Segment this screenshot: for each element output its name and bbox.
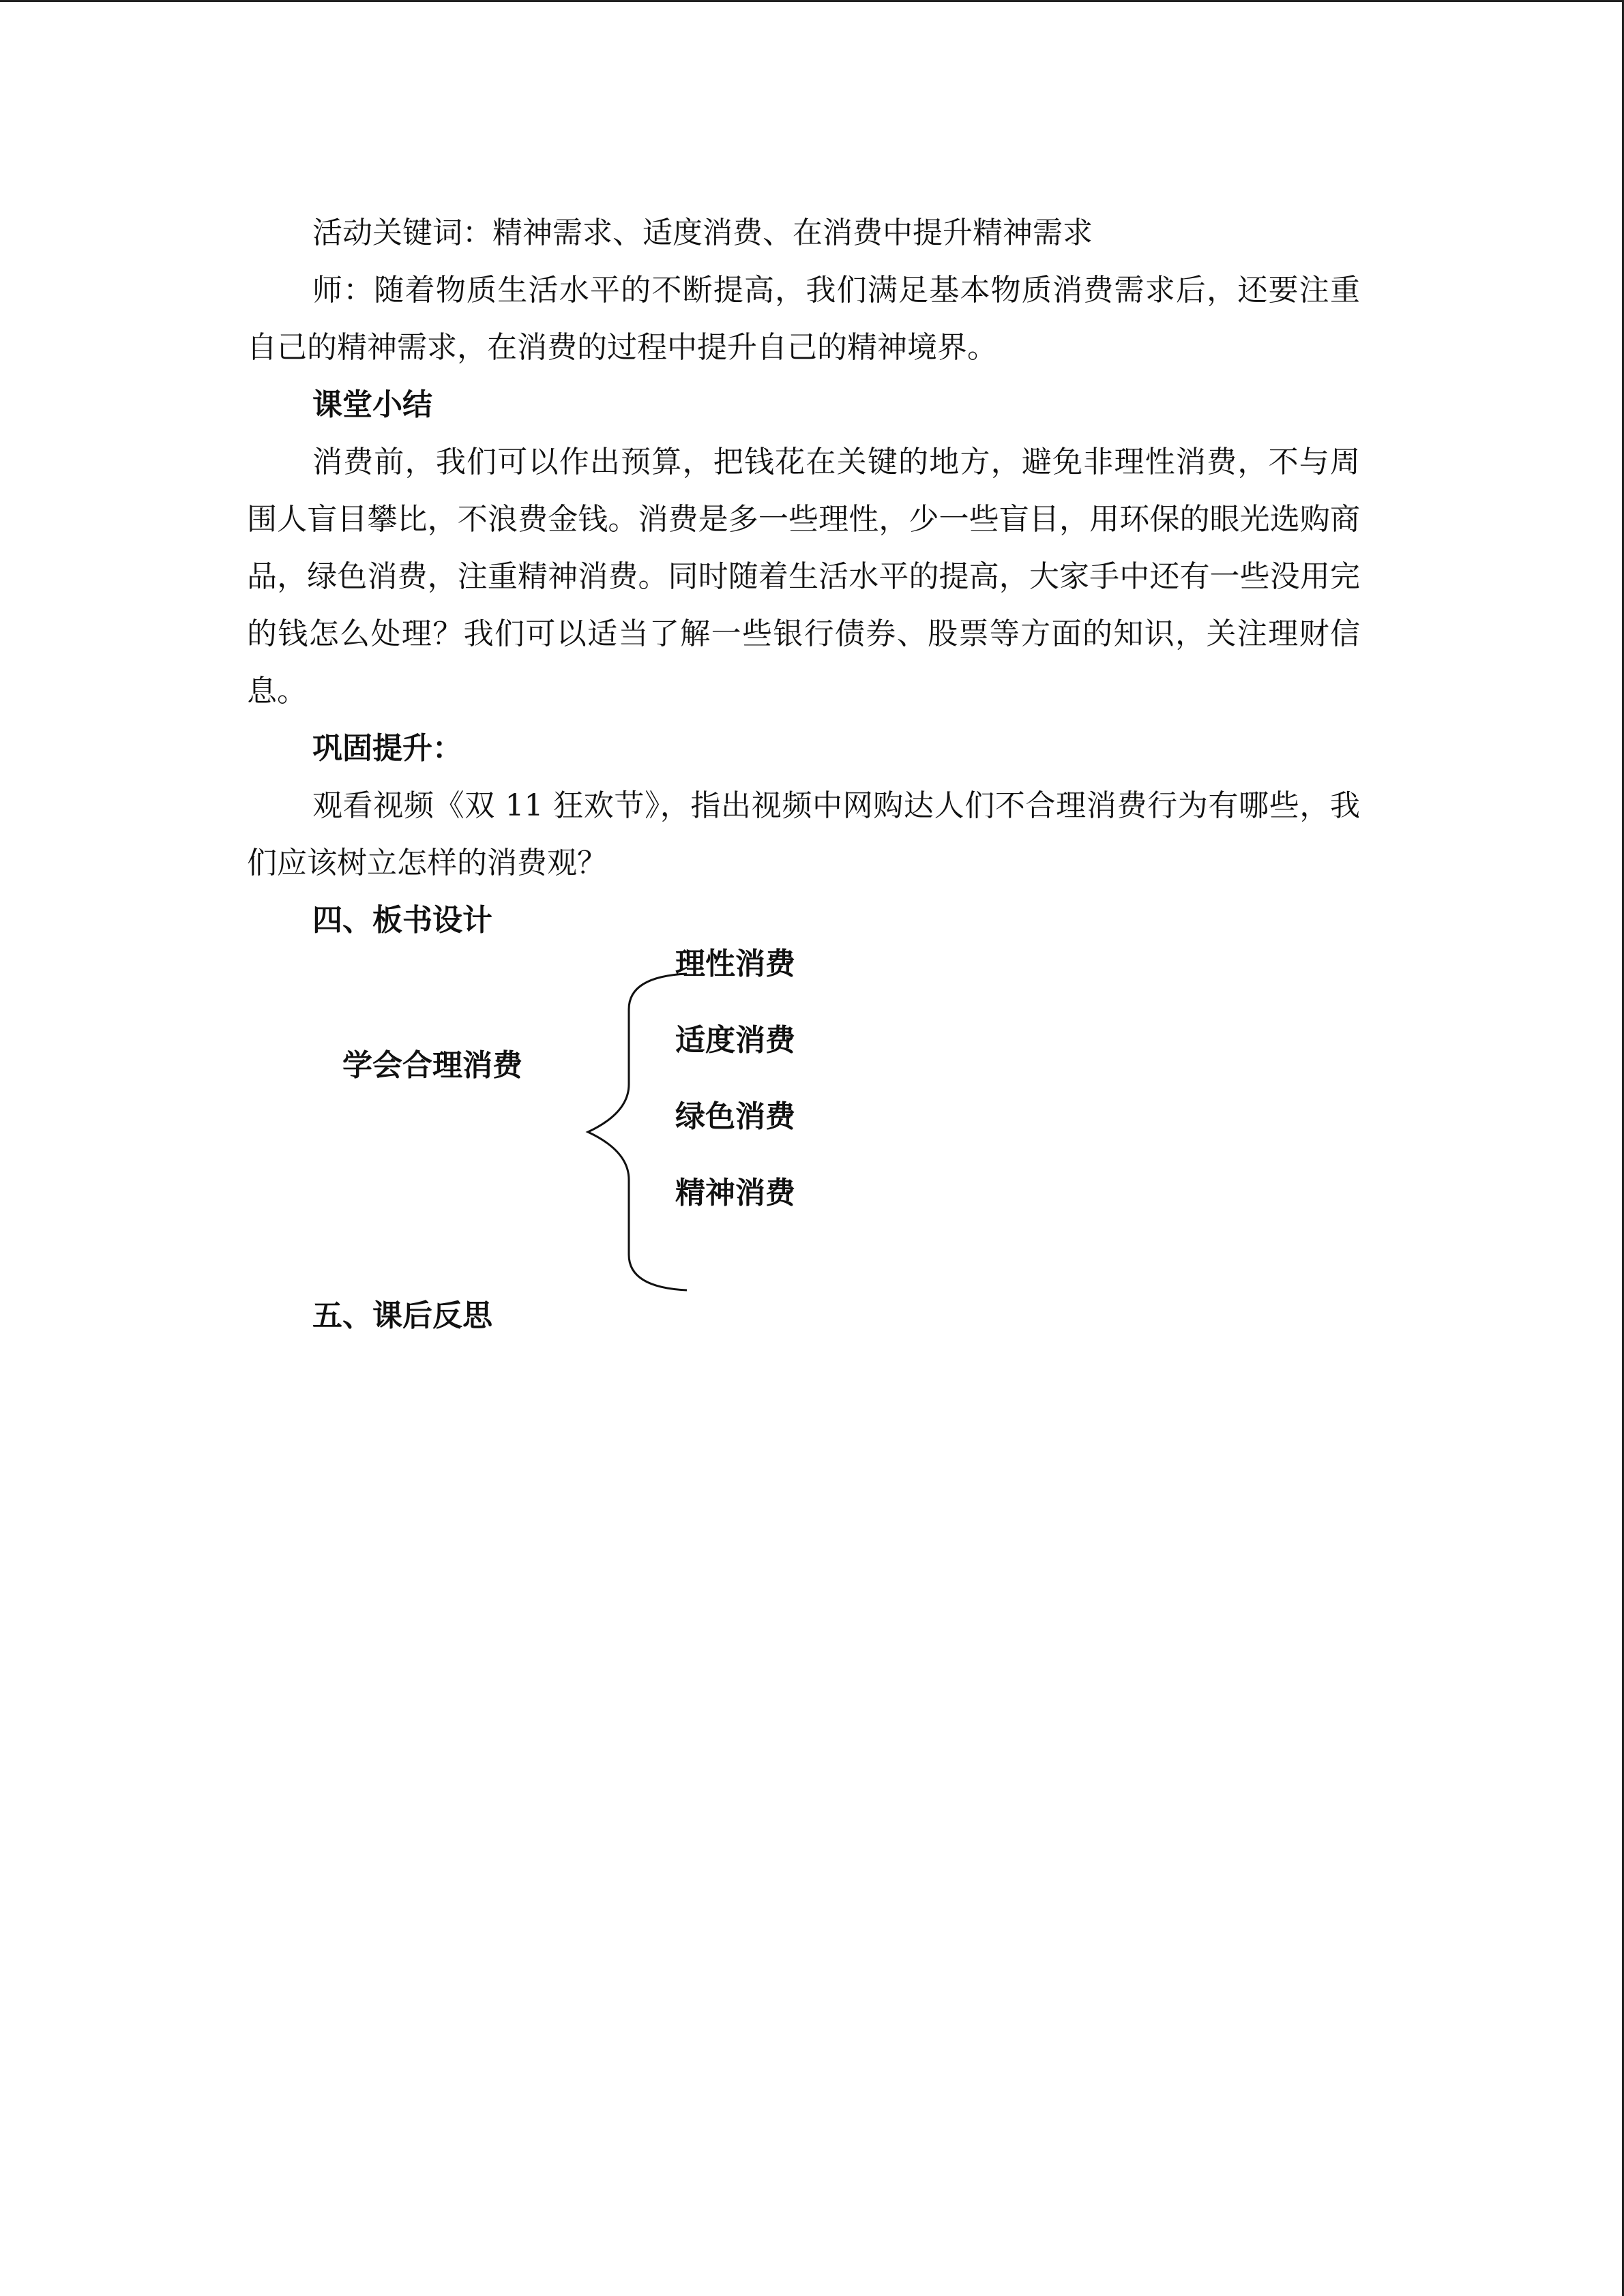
board-item-rational: 理性消费 [675,946,795,981]
board-design-heading: 四、板书设计 [312,903,492,938]
consolidate-paragraph: 观看视频《双 11 狂欢节》，指出视频中网购达人们不合理消费行为有哪些，我们应该树立怎样的消费观？ [247,788,1360,880]
summary-heading: 课堂小结 [312,387,432,422]
board-item-spiritual: 精神消费 [675,1176,795,1210]
document-body [247,205,1360,1333]
page-border-top [0,0,1624,2]
consolidate-heading: 巩固提升： [312,731,462,766]
teacher-paragraph: 师：随着物质生活水平的不断提高，我们满足基本物质消费需求后，还要注重自己的精神需求，在消费的过程中提升自己的精神境界。 [247,273,1360,365]
reflection-heading: 五、课后反思 [312,1298,492,1333]
activity-keywords: 活动关键词：精神需求、适度消费、在消费中提升精神需求 [312,215,1093,250]
summary-paragraph: 消费前，我们可以作出预算，把钱花在关键的地方，避免非理性消费，不与周围人盲目攀比，不浪费金钱。消费是多一些理性，少一些盲目，用环保的眼光选购商品，绿色消费，注重精神消费。同时随着生活水平的提高，大家手中还有一些没用完的钱怎么处理？我们可以适当了解一些银行债券、股票等方面的知识，关注理财信息。 [247,445,1360,709]
board-center-label: 学会合理消费 [342,1048,522,1083]
board-item-green: 绿色消费 [675,1099,795,1134]
board-item-moderate: 适度消费 [675,1023,795,1058]
